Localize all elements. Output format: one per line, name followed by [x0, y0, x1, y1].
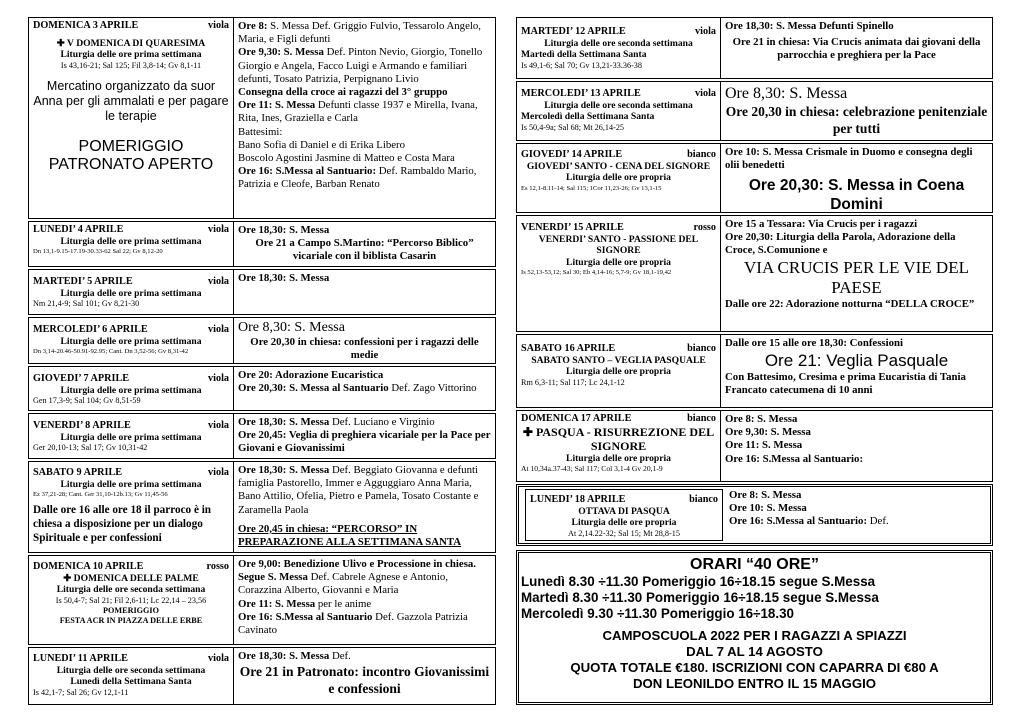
event-item: Ore 10: S. Messa	[729, 502, 807, 515]
event-item: Ore 16: S.Messa al Santuario:	[725, 452, 864, 465]
events-cell	[234, 318, 495, 363]
event-item: Ore 18,30: S. Messa	[238, 272, 330, 284]
day-note: Dalle ore 16 alle ore 18 il parroco è in chiesa a disposizione per un dialogo Spirituale e per confessioni	[33, 504, 212, 545]
day-note: POMERIGGIO	[103, 605, 159, 615]
events-cell	[234, 270, 495, 314]
day-date: GIOVEDI’ 14 APRILE	[521, 149, 623, 160]
liturgical-color: viola	[208, 420, 229, 431]
day-cell	[517, 411, 721, 481]
liturgy: Liturgia delle ore prima settimana	[60, 288, 202, 299]
day-cell	[29, 222, 234, 266]
events-cell	[725, 487, 990, 543]
day-cell	[517, 144, 721, 212]
day-date: SABATO 9 APRILE	[33, 467, 123, 478]
readings: Nm 21,4-9; Sal 101; Gv 8,21-30	[33, 299, 140, 309]
event-item: Ore 20,30 in chiesa: celebrazione penitenziale per tutti	[725, 104, 988, 136]
orari-line: Lunedì 8.30 ÷11.30 Pomeriggio 16÷18.15 segue S.Messa	[521, 574, 876, 589]
day-cell	[525, 489, 723, 541]
day-subtitle: OTTAVA DI PASQUA	[578, 506, 670, 517]
event-item: Ore 20,30: Liturgia della Parola, Adorazione della Croce, S.Comunione e	[725, 231, 956, 257]
day-header	[521, 88, 716, 100]
liturgy: Liturgia delle ore seconda settimana	[56, 584, 206, 596]
event-item: Ore 16: S.Messa al Santuario: Def. Rambaldo Mario, Patrizia e Cleofe, Barban Renato	[238, 165, 477, 191]
event-item: Boscolo Agostini Jasmine di Matteo e Costa Mara	[238, 152, 455, 165]
day-header	[33, 420, 229, 432]
event-item: Ore 20,30: S. Messa al Santuario Def. Zago Vittorino	[238, 382, 477, 395]
event-item: Battesimi:	[238, 125, 283, 138]
liturgical-color: viola	[208, 653, 229, 664]
readings: Gen 17,3-9; Sal 104; Gv 8,51-59	[33, 396, 141, 406]
day-subtitle: GIOVEDI’ SANTO - CENA DEL SIGNORE	[526, 161, 711, 172]
liturgical-color: viola	[208, 373, 229, 384]
day-cell	[29, 462, 234, 552]
event-item: Ore 11: S. Messa Defunti classe 1937 e Mirella, Ivana, Rita, Ines, Graziella e Carla	[238, 99, 478, 125]
day-header	[33, 276, 229, 288]
notice-box	[516, 550, 993, 705]
day-subtitle: SABATO SANTO – VEGLIA PASQUALE	[531, 355, 706, 366]
day-date: LUNEDI’ 4 APRILE	[33, 224, 124, 235]
day-row	[516, 215, 993, 332]
event-item: Ore 18,30: S. Messa Defunti Spinello	[725, 20, 894, 32]
day-date: MERCOLEDI’ 13 APRILE	[521, 88, 641, 99]
day-date: VENERDI’ 15 APRILE	[521, 222, 624, 233]
liturgical-color: viola	[208, 20, 229, 31]
event-item: Ore 20: Adorazione Eucaristica	[238, 369, 384, 381]
liturgy-2: Mercoledì della Settimana Santa	[521, 111, 655, 123]
event-item: Ore 8,30: S. Messa	[238, 320, 345, 335]
liturgy: Liturgia delle ore prima settimana	[60, 385, 202, 396]
liturgy-2: Martedì della Settimana Santa	[521, 49, 647, 61]
event-item: Ore 8: S. Messa	[725, 413, 798, 425]
events-cell	[234, 367, 495, 410]
day-date: GIOVEDI’ 7 APRILE	[33, 373, 130, 384]
liturgical-color: viola	[208, 276, 229, 287]
liturgy-2: Lunedì della Settimana Santa	[70, 676, 192, 688]
event-item: Ore 9,30: S. Messa	[725, 426, 811, 439]
day-row	[516, 81, 993, 141]
day-header	[33, 224, 229, 236]
event-item: Ore 18,30: S. Messa Def. Beggiato Giovanna e defunti famiglia Pastorello, Immer e Agguggiaro Anna Maria, Bano Attilio, Ofelia, Pietro e Pamela, Tosato Costante e Zaramella Paola	[238, 464, 479, 516]
event-item: Bano Sofia di Daniel e di Erika Libero	[238, 138, 406, 151]
day-subtitle: ✚ V DOMENICA DI QUARESIMA	[56, 38, 206, 49]
events-cell	[234, 18, 495, 218]
event-item: Ore 21 in Patronato: incontro Giovanissimi e confessioni	[239, 664, 490, 697]
day-header	[521, 26, 716, 38]
day-header	[521, 149, 716, 161]
event-item: Ore 11: S. Messa	[725, 439, 803, 452]
day-date: DOMENICA 10 APRILE	[33, 561, 144, 572]
day-cell	[29, 414, 234, 458]
liturgical-color: rosso	[206, 561, 229, 572]
liturgy: Liturgia delle ore prima settimana	[60, 479, 202, 490]
event-item: Ore 20,45 in chiesa: “PERCORSO” IN PREPARAZIONE ALLA SETTIMANA SANTA	[238, 522, 462, 549]
event-item: Con Battesimo, Cresima e prima Eucaristia di Tania Francato catecumena di 10 anni	[725, 371, 966, 397]
event-item: Ore 16: S.Messa al Santuario: Def.	[729, 515, 889, 528]
day-row	[28, 317, 496, 364]
event-item: Dalle ore 22: Adorazione notturna “DELLA CROCE”	[725, 297, 975, 310]
day-date: MERCOLEDI’ 6 APRILE	[33, 324, 148, 335]
day-date: DOMENICA 3 APRILE	[33, 20, 139, 31]
orari-line: Mercoledì 9.30 ÷11.30 Pomeriggio 16÷18.30	[521, 606, 794, 621]
day-date: VENERDI’ 8 APRILE	[33, 420, 131, 431]
liturgy: Liturgia delle ore propria	[566, 366, 671, 378]
event-item: Ore 15 a Tessara: Via Crucis per i ragazzi	[725, 218, 918, 230]
day-cell	[29, 270, 234, 314]
day-cell	[29, 318, 234, 363]
day-date: DOMENICA 17 APRILE	[521, 413, 632, 424]
event-item: Ore 21 in chiesa: Via Crucis animata dai giovani della parrocchia e preghiera per la Pace	[732, 36, 981, 62]
day-header	[530, 494, 718, 506]
readings: Is 42,1-7; Sal 26; Gv 12,1-11	[33, 687, 129, 697]
day-row	[28, 366, 496, 411]
events-cell	[721, 216, 992, 331]
readings: Es 12,1-8.11-14; Sal 115; 1Cor 11,23-26; Gv 13,1-15	[521, 184, 662, 192]
day-row	[516, 334, 993, 408]
event-item: Ore 18,30: S. Messa	[238, 224, 330, 236]
day-note-2: POMERIGGIO PATRONATO APERTO	[48, 137, 214, 173]
readings: At 2,14.22-32; Sal 15; Mt 28,8-15	[568, 528, 680, 538]
events-cell	[721, 144, 992, 212]
day-date: LUNEDI’ 11 APRILE	[33, 653, 128, 664]
day-header	[33, 561, 229, 573]
day-header	[521, 222, 716, 234]
day-header	[33, 653, 229, 665]
day-subtitle: ✚ PASQUA - RISURREZIONE DEL SIGNORE	[522, 425, 715, 453]
camp-line: DAL 7 AL 14 AGOSTO	[686, 644, 823, 659]
readings: Ez 37,21-28; Cant. Ger 31,10-12b.13; Gv 11,45-56	[33, 491, 168, 499]
day-header	[521, 343, 716, 355]
day-cell	[517, 82, 721, 140]
day-cell	[29, 648, 234, 704]
event-item: Ore 21 a Campo S.Martino: “Percorso Biblico” vicariale con il biblista Casarin	[255, 237, 474, 263]
event-item: Ore 18,30: S. Messa Def.	[238, 650, 351, 662]
day-cell	[517, 216, 721, 331]
day-row	[516, 143, 993, 213]
day-subtitle: ✚ DOMENICA DELLE PALME	[63, 573, 199, 584]
day-note-2: FESTA ACR IN PIAZZA DELLE ERBE	[59, 615, 203, 625]
readings: Is 50,4-9a; Sal 68; Mt 26,14-25	[521, 122, 625, 132]
liturgy: Liturgia delle ore seconda settimana	[544, 100, 693, 111]
readings: Is 50,4-7; Sal 21; Fil 2,6-11; Lc 22,14 – 23,56	[55, 595, 207, 605]
event-item: Consegna della croce ai ragazzi del 3° gruppo	[238, 86, 448, 99]
liturgical-color: viola	[208, 224, 229, 235]
event-item: VIA CRUCIS PER LE VIE DEL PAESE	[744, 257, 969, 297]
day-date: SABATO 16 APRILE	[521, 343, 616, 354]
event-item: Ore 9,30: S. Messa Def. Pinton Nevio, Giorgio, Tonello Giorgio e Angela, Facco Luigi e Armando e familiari defunti, Tosato Patrizia, Perpignano Livio	[238, 46, 483, 85]
day-header	[33, 373, 229, 385]
liturgy: Liturgia delle ore prima settimana	[60, 49, 202, 61]
day-subtitle: VENERDI’ SANTO - PASSIONE DEL SIGNORE	[538, 234, 699, 257]
liturgy: Liturgia delle ore propria	[566, 453, 671, 464]
liturgical-color: rosso	[693, 222, 716, 233]
day-header	[33, 324, 229, 336]
events-cell	[234, 648, 495, 704]
day-cell	[517, 335, 721, 407]
event-item: Ore 20,30 in chiesa: confessioni per i ragazzi delle medie	[250, 336, 479, 362]
events-cell	[721, 411, 992, 481]
liturgical-color: bianco	[687, 149, 716, 160]
liturgy: Liturgia delle ore prima settimana	[60, 432, 202, 443]
day-cell	[29, 556, 234, 644]
day-row	[28, 269, 496, 315]
day-header	[521, 413, 716, 425]
liturgy: Liturgia delle ore seconda settimana	[56, 665, 206, 676]
day-cell	[29, 367, 234, 410]
event-item: Ore 18,30: S. Messa Def. Luciano e Virginio	[238, 416, 435, 428]
readings: Is 52,13-53,12; Sal 30; Eb 4,14-16; 5,7-9; Gv 18,1-19,42	[521, 269, 672, 277]
liturgy: Liturgia delle ore propria	[566, 256, 671, 268]
camp-line: QUOTA TOTALE €180. ISCRIZIONI CON CAPARRA DI €80 A	[570, 660, 939, 675]
liturgy: Liturgia delle ore prima settimana	[60, 236, 202, 247]
events-cell	[721, 82, 992, 140]
event-item: Ore 11: S. Messa per le anime	[238, 597, 372, 610]
liturgical-color: viola	[208, 467, 229, 478]
event-item: Ore 21: Veglia Pasquale	[764, 351, 949, 371]
camp-line: CAMPOSCUOLA 2022 PER I RAGAZZI A SPIAZZI	[602, 628, 907, 643]
orari-line: Martedì 8.30 ÷11.30 Pomeriggio 16÷18.15 segue S.Messa	[521, 590, 879, 605]
liturgical-color: viola	[695, 26, 716, 37]
liturgy: Liturgia delle ore seconda settimana	[544, 38, 693, 49]
day-header	[33, 20, 229, 32]
readings: Dn 3,14-20.46-50.91-92.95; Cant. Dn 3,52-56; Gv 8,31-42	[33, 348, 189, 356]
event-item: Ore 8,30: S. Messa	[725, 85, 848, 102]
liturgical-color: viola	[695, 88, 716, 99]
liturgy: Liturgia delle ore prima settimana	[60, 336, 202, 347]
events-cell	[721, 18, 992, 78]
day-row	[28, 647, 496, 705]
event-item: Dalle ore 15 alle ore 18,30: Confessioni	[725, 337, 904, 349]
liturgical-color: bianco	[689, 494, 718, 505]
readings: Is 43,16-21; Sal 125; Fil 3,8-14; Gv 8,1-11	[60, 60, 202, 70]
liturgy: Liturgia delle ore propria	[571, 517, 677, 529]
liturgical-color: viola	[208, 324, 229, 335]
event-item: Ore 9,00: Benedizione Ulivo e Processione in chiesa. Segue S. Messa Def. Cabrele Agnese e Antonio, Corazzina Alberto, Giovanni e Maria	[238, 558, 477, 597]
readings: Dn 13,1-9.15-17.19-30.33-62 Sal 22; Gv 8,12-20	[33, 248, 163, 256]
day-row	[28, 461, 496, 553]
day-date: MARTEDI’ 5 APRILE	[33, 276, 133, 287]
readings: Rm 6,3-11; Sal 117; Lc 24,1-12	[521, 377, 625, 387]
day-note: Mercatino organizzato da suor Anna per gli ammalati e per pagare le terapie	[33, 78, 229, 123]
event-item: Ore 8: S. Messa Def. Griggio Fulvio, Tessarolo Angelo, Maria, e Figli defunti	[238, 20, 481, 46]
day-row	[516, 484, 993, 546]
readings: Is 49,1-6; Sal 70; Gv 13,21-33.36-38	[521, 60, 642, 70]
liturgy: Liturgia delle ore propria	[566, 172, 671, 184]
day-row	[516, 410, 993, 482]
readings: Ger 20,10-13; Sal 17; Gv 10,31-42	[33, 443, 148, 453]
day-date: LUNEDI’ 18 APRILE	[530, 494, 626, 505]
event-item: Ore 8: S. Messa	[729, 489, 802, 501]
day-row	[28, 221, 496, 267]
event-item: Ore 20,30: S. Messa in Coena Domini	[748, 177, 965, 212]
events-cell	[234, 556, 495, 644]
liturgical-color: bianco	[687, 413, 716, 424]
event-item: Ore 10: S. Messa Crismale in Duomo e consegna degli olii benedetti	[725, 146, 973, 172]
day-row	[28, 555, 496, 645]
events-cell	[234, 222, 495, 266]
events-cell	[234, 462, 495, 552]
day-row	[516, 17, 993, 79]
day-date: MARTEDI’ 12 APRILE	[521, 26, 626, 37]
day-row	[28, 413, 496, 459]
liturgical-color: bianco	[687, 343, 716, 354]
day-cell	[517, 18, 721, 78]
day-cell	[29, 18, 234, 218]
event-item: Ore 16: S.Messa al Santuario Def. Gazzola Patrizia Cavinato	[238, 610, 468, 637]
orari-title: ORARI “40 ORE”	[690, 556, 819, 573]
camp-line: DON LEONILDO ENTRO IL 15 MAGGIO	[632, 676, 876, 691]
events-cell	[234, 414, 495, 458]
day-row	[28, 17, 496, 219]
day-header	[33, 467, 229, 479]
event-item: Ore 20,45: Veglia di preghiera vicariale per la Pace per Giovani e Giovanissimi	[238, 429, 491, 455]
events-cell	[721, 335, 992, 407]
readings: At 10,34a.37-43; Sal 117; Col 3,1-4 Gv 20,1-9	[521, 464, 663, 474]
